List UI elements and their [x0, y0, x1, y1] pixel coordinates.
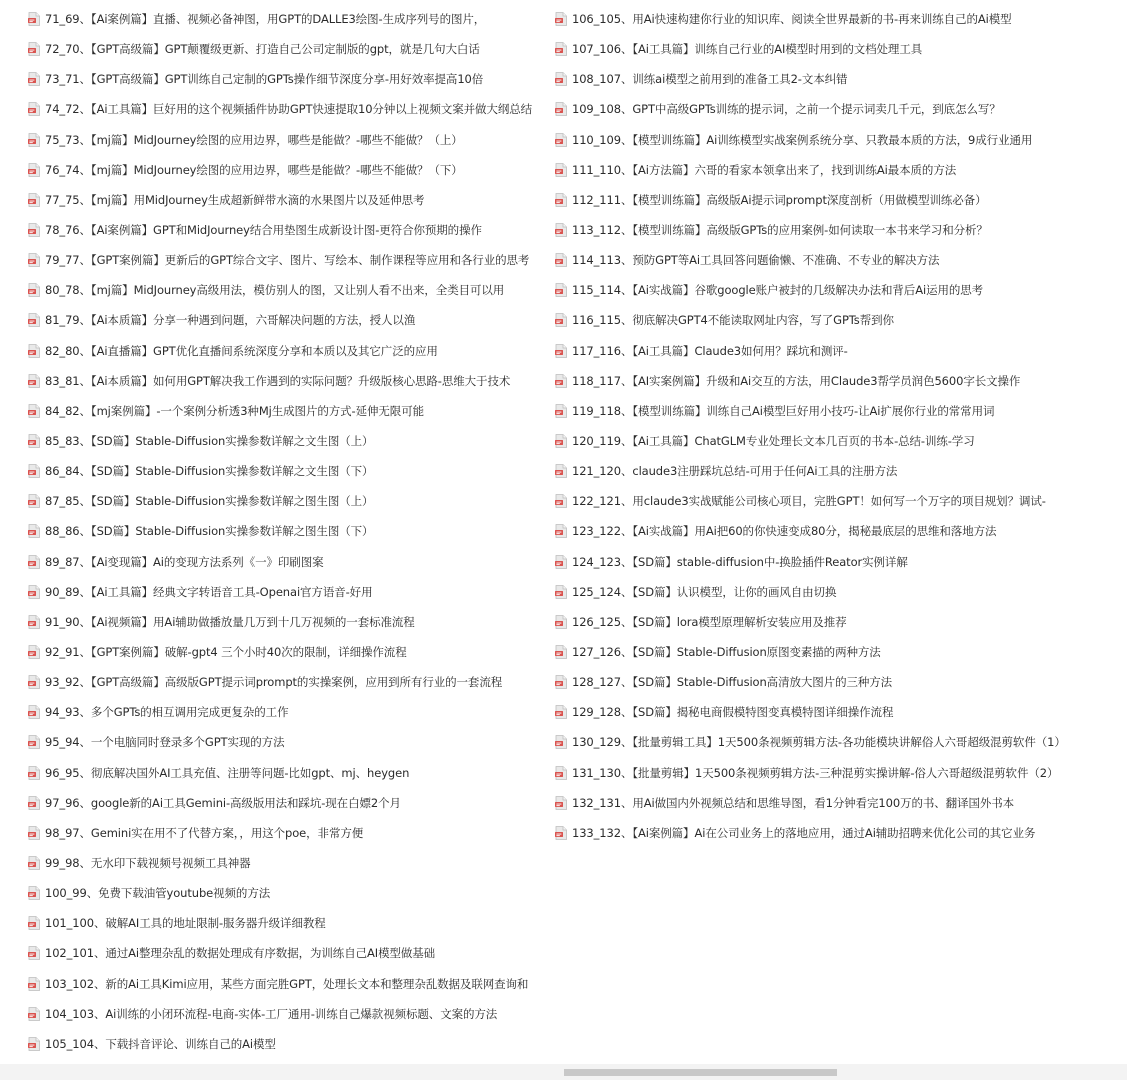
document-icon — [28, 977, 40, 991]
file-item[interactable] — [555, 697, 1115, 727]
file-name: 79_77、【GPT案例篇】更新后的GPT综合文字、图片、写绘本、制作课程等应用和各行业的思考 — [45, 253, 530, 268]
file-list-left — [28, 4, 548, 1059]
file-name: 80_78、【mj篇】MidJourney高级用法，模仿别人的图，又让别人看不出来，全类目可以用 — [45, 283, 505, 298]
file-name: 111_110、【Ai方法篇】六哥的看家本领拿出来了，找到训练Ai最本质的方法 — [572, 162, 957, 177]
file-name: 91_90、【Ai视频篇】用Ai辅助做播放量几万到十几万视频的一套标准流程 — [45, 614, 415, 629]
file-name: 118_117、【AI实案例篇】升级和Ai交互的方法，用Claude3帮学员润色5600字长文操作 — [572, 373, 1021, 388]
document-icon — [555, 645, 567, 659]
file-name: 116_115、彻底解决GPT4不能读取网址内容，写了GPTs帮到你 — [572, 313, 894, 328]
document-icon — [555, 524, 567, 538]
document-icon — [555, 494, 567, 508]
document-icon — [555, 313, 567, 327]
file-name: 102_101、通过Ai整理杂乱的数据处理成有序数据，为训练自己AI模型做基础 — [45, 946, 436, 961]
file-name: 117_116、【Ai工具篇】Claude3如何用？踩坑和测评- — [572, 343, 848, 358]
file-item[interactable] — [28, 336, 548, 366]
document-icon — [28, 374, 40, 388]
file-item[interactable] — [555, 4, 1115, 34]
document-icon — [28, 283, 40, 297]
file-item[interactable] — [555, 396, 1115, 426]
file-name: 99_98、无水印下载视频号视频工具神器 — [45, 856, 251, 870]
file-name: 78_76、【Ai案例篇】GPT和MidJourney结合用垫图生成新设计图-更符合你预期的操作 — [45, 223, 482, 238]
file-item[interactable] — [28, 878, 548, 908]
document-icon — [555, 133, 567, 147]
document-icon — [555, 555, 567, 569]
file-item[interactable] — [28, 818, 548, 848]
file-item[interactable] — [28, 185, 548, 215]
document-icon — [28, 133, 40, 147]
document-icon — [555, 585, 567, 599]
document-icon — [28, 585, 40, 599]
file-item[interactable] — [28, 547, 548, 577]
file-name: 92_91、【GPT案例篇】破解-gpt4 三个小时40次的限制，详细操作流程 — [45, 645, 407, 660]
file-item[interactable] — [28, 908, 548, 938]
document-icon — [555, 193, 567, 207]
file-item[interactable] — [28, 516, 548, 546]
document-icon — [28, 163, 40, 177]
document-icon — [28, 946, 40, 960]
file-name: 130_129、【批量剪辑工具】1天500条视频剪辑方法-各功能模块讲解俗人六哥超级混剪软件（1） — [572, 735, 1066, 750]
file-item[interactable] — [555, 275, 1115, 305]
document-icon — [555, 766, 567, 780]
file-item[interactable] — [555, 185, 1115, 215]
document-icon — [555, 615, 567, 629]
file-item[interactable] — [28, 607, 548, 637]
file-item[interactable] — [555, 667, 1115, 697]
file-name: 101_100、破解AI工具的地址限制-服务器升级详细教程 — [45, 916, 326, 931]
document-icon — [28, 253, 40, 267]
file-item[interactable] — [28, 426, 548, 456]
file-name: 123_122、【Ai实战篇】用Ai把60的你快速变成80分，揭秘最底层的思维和落地方法 — [572, 524, 997, 539]
document-icon — [555, 163, 567, 177]
file-item[interactable] — [28, 486, 548, 516]
file-name: 87_85、【SD篇】Stable-Diffusion实操参数详解之图生图（上） — [45, 494, 374, 509]
file-name: 106_105、用Ai快速构建你行业的知识库、阅读全世界最新的书-再来训练自己的Ai模型 — [572, 12, 1012, 27]
file-name: 89_87、【Ai变现篇】Ai的变现方法系列《一》印刷图案 — [45, 554, 324, 569]
file-name: 128_127、【SD篇】Stable-Diffusion高清放大图片的三种方法 — [572, 675, 893, 690]
file-item[interactable] — [555, 758, 1115, 788]
file-name: 83_81、【Ai本质篇】如何用GPT解决我工作遇到的实际问题？升级版核心思路-思维大于技术 — [45, 373, 511, 388]
document-icon — [28, 434, 40, 448]
document-icon — [28, 193, 40, 207]
file-name: 86_84、【SD篇】Stable-Diffusion实操参数详解之文生图（下） — [45, 464, 374, 479]
document-icon — [28, 102, 40, 116]
document-icon — [28, 856, 40, 870]
document-icon — [28, 494, 40, 508]
file-name: 129_128、【SD篇】揭秘电商假模特图变真模特图详细操作流程 — [572, 705, 894, 720]
file-name: 95_94、一个电脑同时登录多个GPT实现的方法 — [45, 735, 285, 750]
file-name: 77_75、【mj篇】用MidJourney生成超新鲜带水滴的水果图片以及延伸思考 — [45, 192, 425, 207]
file-item[interactable] — [28, 94, 548, 124]
file-name: 88_86、【SD篇】Stable-Diffusion实操参数详解之图生图（下） — [45, 524, 374, 539]
document-icon — [28, 42, 40, 56]
document-icon — [555, 826, 567, 840]
document-icon — [28, 766, 40, 780]
file-item[interactable] — [555, 788, 1115, 818]
file-name: 121_120、claude3注册踩坑总结-可用于任何Ai工具的注册方法 — [572, 464, 898, 479]
file-item[interactable] — [555, 456, 1115, 486]
file-item[interactable] — [555, 486, 1115, 516]
file-name: 72_70、【GPT高级篇】GPT颠覆级更新、打造自己公司定制版的gpt，就是几句大白话 — [45, 42, 480, 57]
document-icon — [555, 283, 567, 297]
file-name: 94_93、多个GPTs的相互调用完成更复杂的工作 — [45, 705, 289, 720]
document-icon — [555, 42, 567, 56]
document-icon — [28, 1007, 40, 1021]
document-icon — [28, 796, 40, 810]
file-item[interactable] — [555, 125, 1115, 155]
file-item[interactable] — [555, 94, 1115, 124]
file-item[interactable] — [28, 155, 548, 185]
document-icon — [28, 223, 40, 237]
file-name: 108_107、训练ai模型之前用到的准备工具2-文本纠错 — [572, 72, 848, 87]
file-item[interactable] — [28, 456, 548, 486]
file-name: 126_125、【SD篇】lora模型原理解析安装应用及推荐 — [572, 614, 847, 629]
file-item[interactable] — [555, 245, 1115, 275]
file-name: 82_80、【Ai直播篇】GPT优化直播间系统深度分享和本质以及其它广泛的应用 — [45, 343, 438, 358]
file-item[interactable] — [555, 516, 1115, 546]
file-item[interactable] — [28, 64, 548, 94]
document-icon — [28, 555, 40, 569]
document-icon — [28, 72, 40, 86]
document-icon — [555, 434, 567, 448]
file-item[interactable] — [28, 848, 548, 878]
file-name: 103_102、新的Ai工具Kimi应用，某些方面完胜GPT，处理长文本和整理杂乱数据及联网查询和 — [45, 976, 529, 991]
file-item[interactable] — [28, 305, 548, 335]
file-name: 90_89、【Ai工具篇】经典文字转语音工具-Openai官方语音-好用 — [45, 584, 373, 599]
file-item[interactable] — [28, 758, 548, 788]
file-list-right — [555, 4, 1115, 848]
document-icon — [555, 102, 567, 116]
file-item[interactable] — [28, 969, 548, 999]
file-item[interactable] — [555, 155, 1115, 185]
file-item[interactable] — [555, 637, 1115, 667]
horizontal-scrollbar-thumb[interactable] — [564, 1069, 837, 1076]
file-name: 133_132、【Ai案例篇】Ai在公司业务上的落地应用，通过Ai辅助招聘来优化公司的其它业务 — [572, 825, 1036, 840]
document-icon — [555, 705, 567, 719]
file-name: 97_96、google新的Ai工具Gemini-高级版用法和踩坑-现在白嫖2个月 — [45, 795, 401, 810]
document-icon — [28, 615, 40, 629]
horizontal-scrollbar[interactable] — [0, 1064, 1127, 1080]
document-icon — [28, 313, 40, 327]
document-icon — [28, 735, 40, 749]
file-name: 131_130、【批量剪辑】1天500条视频剪辑方法-三种混剪实操讲解-俗人六哥超级混剪软件（2） — [572, 765, 1059, 780]
file-name: 125_124、【SD篇】认识模型，让你的画风自由切换 — [572, 584, 837, 599]
file-item[interactable] — [28, 999, 548, 1029]
file-name: 112_111、【模型训练篇】高级版Ai提示词prompt深度剖析（用做模型训练必备） — [572, 192, 987, 207]
file-name: 73_71、【GPT高级篇】GPT训练自己定制的GPTs操作细节深度分享-用好效率提高10倍 — [45, 72, 484, 87]
file-name: 115_114、【Ai实战篇】谷歌google账户被封的几级解决办法和背后Ai运用的思考 — [572, 283, 984, 298]
file-item[interactable] — [28, 938, 548, 968]
file-name: 98_97、Gemini实在用不了代替方案，，用这个poe，非常方便 — [45, 825, 364, 840]
file-item[interactable] — [28, 366, 548, 396]
file-item[interactable] — [28, 727, 548, 757]
file-item[interactable] — [555, 215, 1115, 245]
file-item[interactable] — [28, 637, 548, 667]
document-icon — [555, 12, 567, 26]
file-item[interactable] — [28, 667, 548, 697]
file-item[interactable] — [555, 577, 1115, 607]
document-icon — [555, 404, 567, 418]
file-name: 71_69、【Ai案例篇】直播、视频必备神图，用GPT的DALLE3绘图-生成序列号的图片， — [45, 12, 486, 27]
document-icon — [555, 464, 567, 478]
document-icon — [28, 705, 40, 719]
file-name: 120_119、【Ai工具篇】ChatGLM专业处理长文本几百页的书本-总结-训练-学习 — [572, 434, 975, 449]
file-item[interactable] — [28, 34, 548, 64]
file-name: 122_121、用claude3实战赋能公司核心项目，完胜GPT！如何写一个万字的项目规划？调试- — [572, 494, 1046, 509]
file-item[interactable] — [28, 577, 548, 607]
file-name: 75_73、【mj篇】MidJourney绘图的应用边界，哪些是能做？-哪些不能做？（上） — [45, 132, 463, 147]
file-item[interactable] — [555, 34, 1115, 64]
file-name: 127_126、【SD篇】Stable-Diffusion原图变素描的两种方法 — [572, 645, 881, 660]
file-name: 74_72、【Ai工具篇】巨好用的这个视频插件协助GPT快速提取10分钟以上视频文案并做大纲总结 — [45, 102, 533, 117]
file-name: 84_82、【mj案例篇】-一个案例分析透3种Mj生成图片的方式-延伸无限可能 — [45, 403, 424, 418]
document-icon — [28, 886, 40, 900]
file-name: 104_103、Ai训练的小闭环流程-电商-实体-工厂通用-训练自己爆款视频标题、文案的方法 — [45, 1006, 498, 1021]
file-name: 100_99、免费下载油管youtube视频的方法 — [45, 886, 271, 901]
file-name: 114_113、预防GPT等Ai工具回答问题偷懒、不准确、不专业的解决方法 — [572, 253, 940, 268]
file-item[interactable] — [28, 396, 548, 426]
document-icon — [555, 796, 567, 810]
document-icon — [28, 916, 40, 930]
file-item[interactable] — [28, 125, 548, 155]
document-icon — [28, 675, 40, 689]
file-item[interactable] — [28, 245, 548, 275]
file-name: 96_95、彻底解决国外AI工具充值、注册等问题-比如gpt、mj、heygen — [45, 765, 410, 780]
file-name: 93_92、【GPT高级篇】高级版GPT提示词prompt的实操案例，应用到所有行业的一套流程 — [45, 675, 503, 690]
file-item[interactable] — [555, 366, 1115, 396]
file-name: 132_131、用Ai做国内外视频总结和思维导图，看1分钟看完100万的书、翻译国外书本 — [572, 795, 1015, 810]
file-name: 76_74、【mj篇】MidJourney绘图的应用边界，哪些是能做？-哪些不能做？（下） — [45, 162, 463, 177]
document-icon — [555, 374, 567, 388]
document-icon — [555, 253, 567, 267]
document-icon — [555, 675, 567, 689]
file-name: 119_118、【模型训练篇】训练自己Ai模型巨好用小技巧-让Ai扩展你行业的常常用词 — [572, 403, 995, 418]
document-icon — [28, 1037, 40, 1051]
document-icon — [28, 12, 40, 26]
document-icon — [28, 826, 40, 840]
file-item[interactable] — [28, 697, 548, 727]
file-name: 110_109、【模型训练篇】Ai训练模型实战案例系统分享、只教最本质的方法，9成行业通用 — [572, 132, 1033, 147]
document-icon — [28, 645, 40, 659]
document-icon — [28, 464, 40, 478]
file-name: 113_112、【模型训练篇】高级版GPTs的应用案例-如何读取一本书来学习和分析？ — [572, 223, 988, 238]
document-icon — [28, 344, 40, 358]
file-name: 109_108、GPT中高级GPTs训练的提示词，之前一个提示词卖几千元，到底怎么写？ — [572, 102, 1001, 117]
file-item[interactable] — [555, 426, 1115, 456]
document-icon — [555, 344, 567, 358]
file-item[interactable] — [555, 727, 1115, 757]
file-item[interactable] — [555, 607, 1115, 637]
file-item[interactable] — [28, 4, 548, 34]
file-item[interactable] — [555, 64, 1115, 94]
document-icon — [28, 404, 40, 418]
document-icon — [28, 524, 40, 538]
document-icon — [555, 223, 567, 237]
file-item[interactable] — [28, 788, 548, 818]
file-name: 85_83、【SD篇】Stable-Diffusion实操参数详解之文生图（上） — [45, 434, 374, 449]
file-item[interactable] — [28, 215, 548, 245]
file-item[interactable] — [555, 305, 1115, 335]
document-icon — [555, 72, 567, 86]
file-item[interactable] — [555, 336, 1115, 366]
file-item[interactable] — [28, 275, 548, 305]
file-name: 81_79、【Ai本质篇】分享一种遇到问题，六哥解决问题的方法，授人以渔 — [45, 313, 416, 328]
file-name: 107_106、【Ai工具篇】训练自己行业的AI模型时用到的文档处理工具 — [572, 42, 923, 57]
file-name: 105_104、下载抖音评论、训练自己的Ai模型 — [45, 1036, 276, 1051]
file-item[interactable] — [555, 818, 1115, 848]
file-item[interactable] — [555, 547, 1115, 577]
file-item[interactable] — [28, 1029, 548, 1059]
file-name: 124_123、【SD篇】stable-diffusion中-换脸插件Reator实例详解 — [572, 554, 908, 569]
document-icon — [555, 735, 567, 749]
